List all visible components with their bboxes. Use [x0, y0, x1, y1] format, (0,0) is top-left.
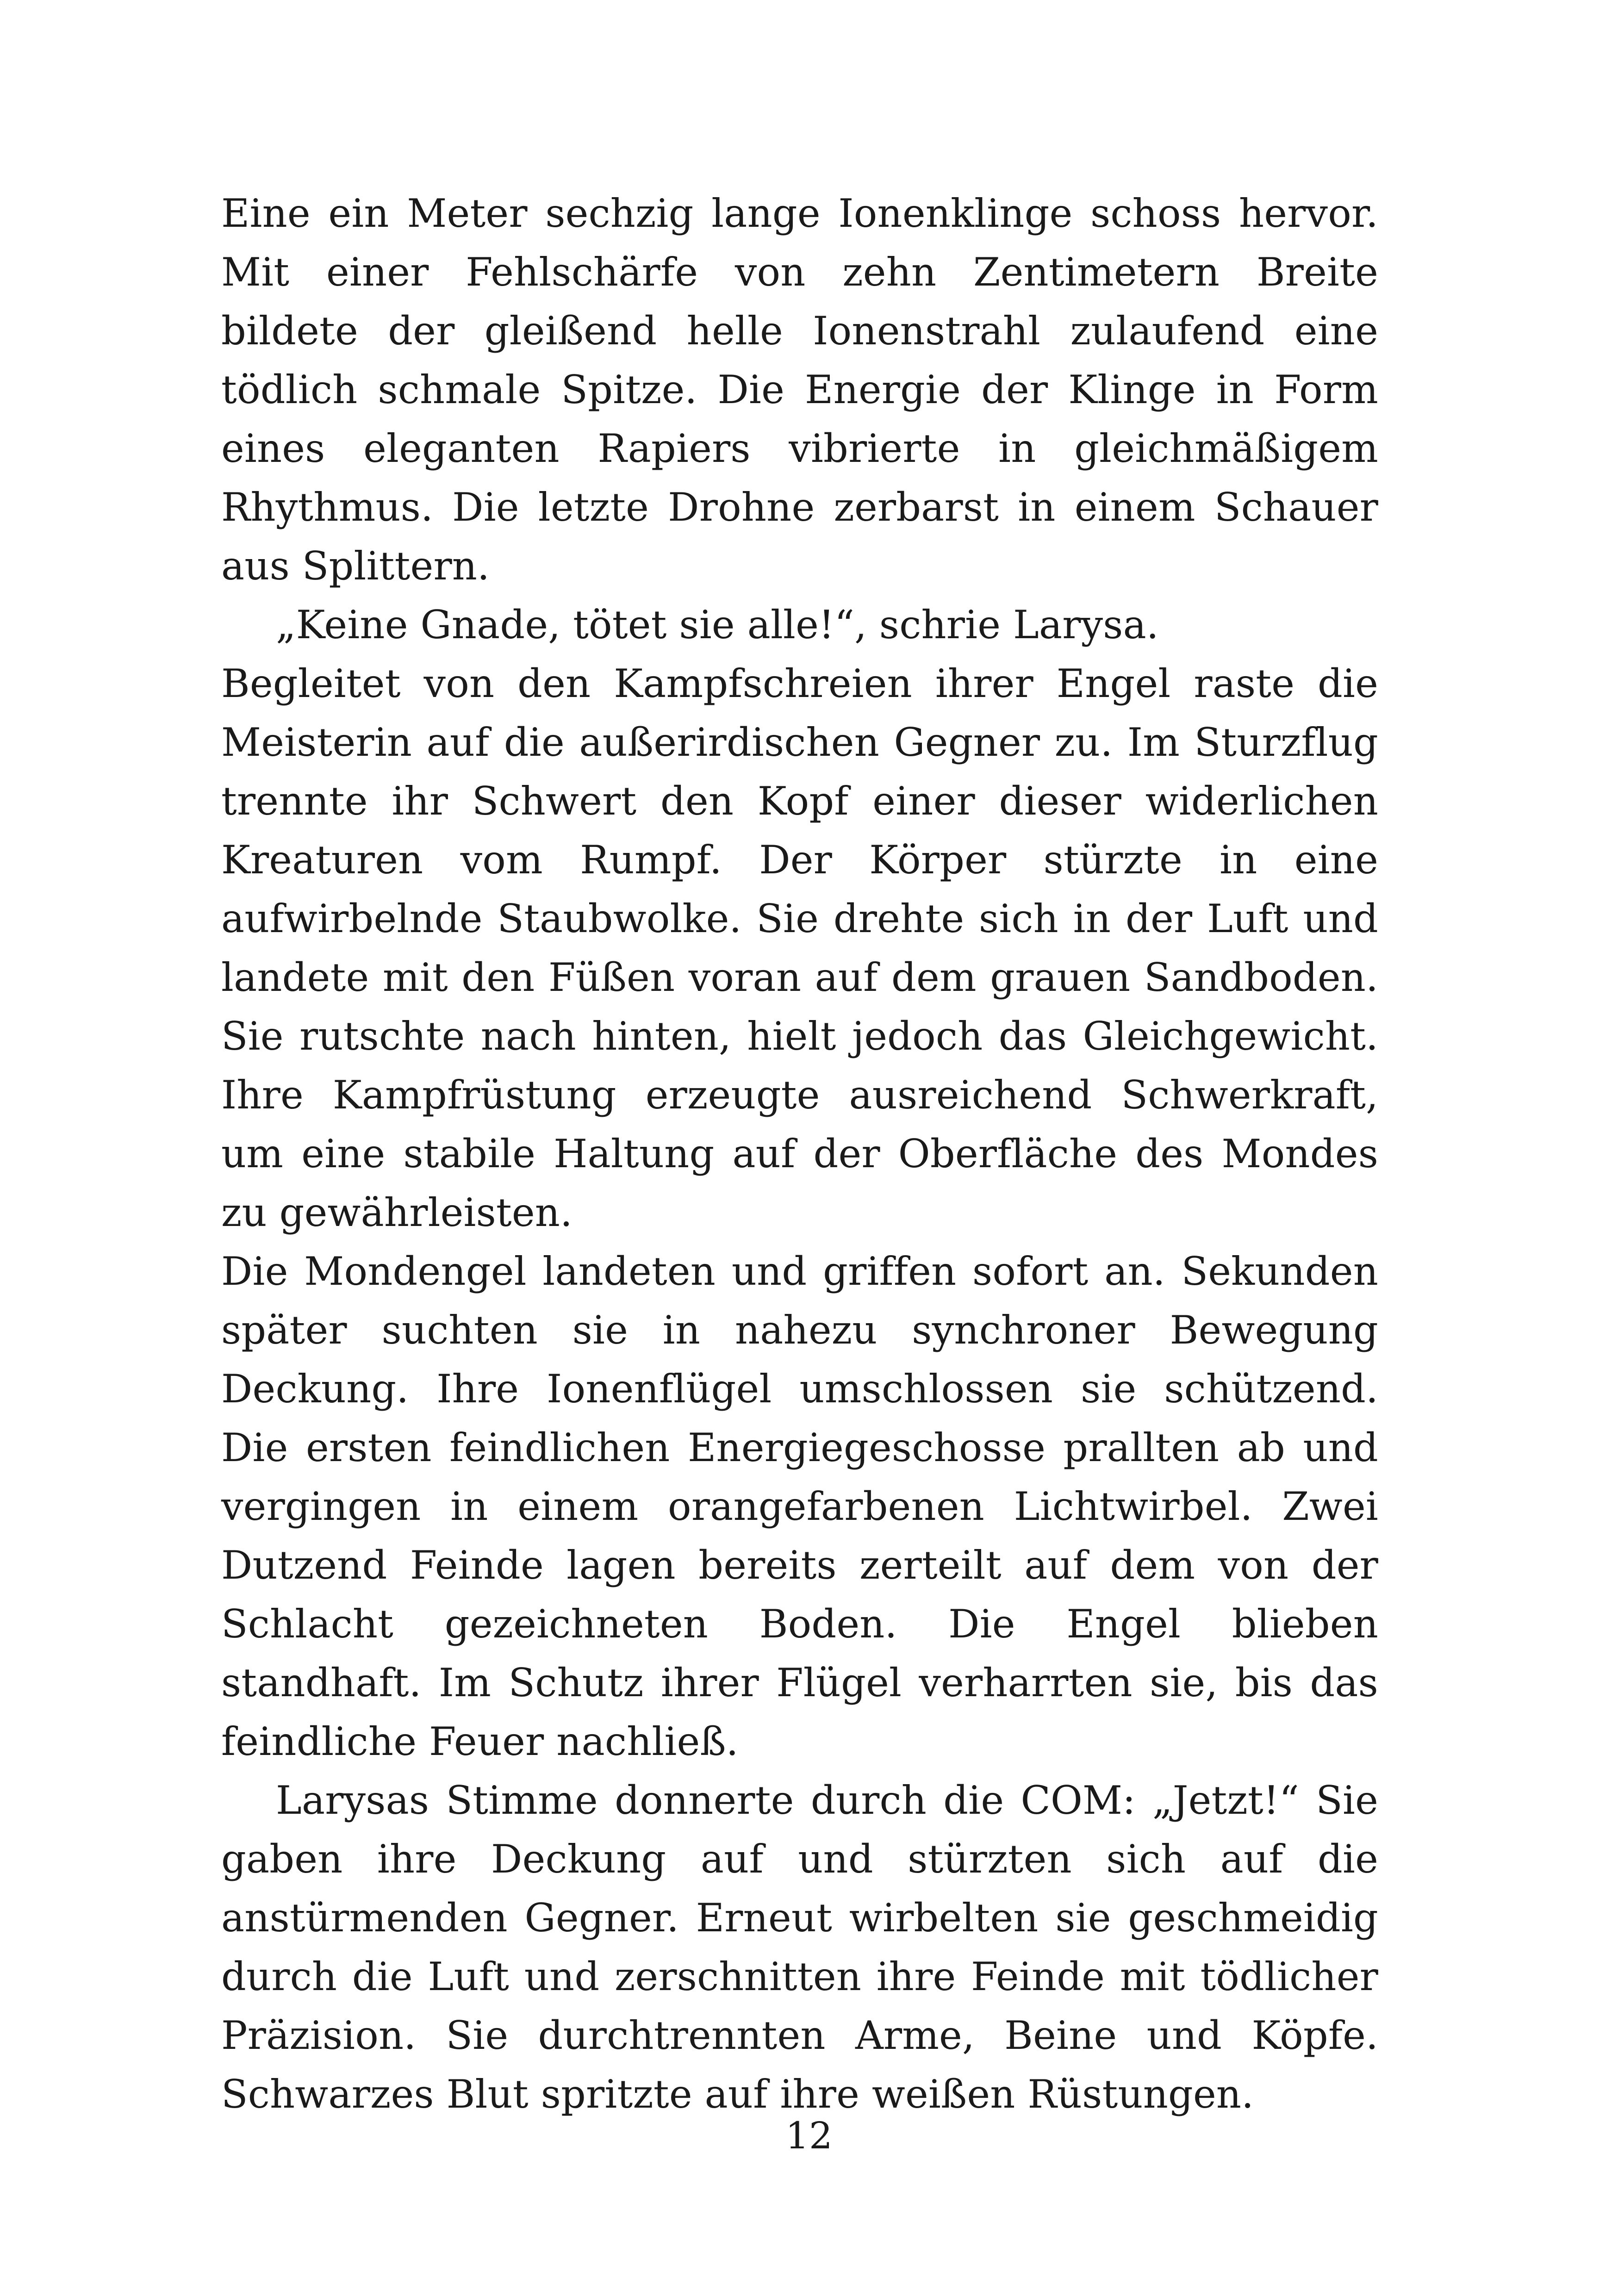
body-text	[221, 184, 1378, 2124]
paragraph: Larysas Stimme donnerte durch die COM: „Jetzt!“ Sie gaben ihre Deckung auf und stürzten sich auf die anstürmenden Gegner. Erneut wirbelten sie geschmeidig durch die Luft und zerschnitten ihre Feinde mit tödlicher Präzision. Sie durchtrennten Arme, Beine und Köpfe. Schwarzes Blut spritzte auf ihre weißen Rüstungen.	[221, 1778, 1378, 2117]
page-number: 12	[785, 2114, 833, 2157]
paragraph: Eine ein Meter sechzig lange Ionenklinge schoss hervor. Mit einer Fehlschärfe von zehn Zentimetern Breite bildete der gleißend helle Ionenstrahl zulaufend eine tödlich schmale Spitze. Die Energie der Klinge in Form eines eleganten Rapiers vibrierte in gleichmäßigem Rhythmus. Die letzte Drohne zerbarst in einem Schauer aus Splittern.	[221, 191, 1378, 589]
paragraph: Die Mondengel landeten und griffen sofort an. Sekunden später suchten sie in nahezu synchroner Bewegung Deckung. Ihre Ionenflügel umschlossen sie schützend. Die ersten feindlichen Energiegeschosse prallten ab und vergingen in einem orangefarbenen Lichtwirbel. Zwei Dutzend Feinde lagen bereits zerteilt auf dem von der Schlacht gezeichneten Boden. Die Engel blieben standhaft. Im Schutz ihrer Flügel verharrten sie, bis das feindliche Feuer nachließ.	[221, 1249, 1378, 1764]
paragraph: Begleitet von den Kampfschreien ihrer Engel raste die Meisterin auf die außerirdischen Gegner zu. Im Sturzflug trennte ihr Schwert den Kopf einer dieser widerlichen Kreaturen vom Rumpf. Der Körper stürzte in eine aufwirbelnde Staubwolke. Sie drehte sich in der Luft und landete mit den Füßen voran auf dem grauen Sandboden. Sie rutschte nach hinten, hielt jedoch das Gleichgewicht. Ihre Kampfrüstung erzeugte ausreichend Schwerkraft, um eine stabile Haltung auf der Oberfläche des Mondes zu gewährleisten.	[221, 661, 1378, 1235]
paragraph: „Keine Gnade, tötet sie alle!“, schrie Larysa.	[276, 602, 1159, 647]
